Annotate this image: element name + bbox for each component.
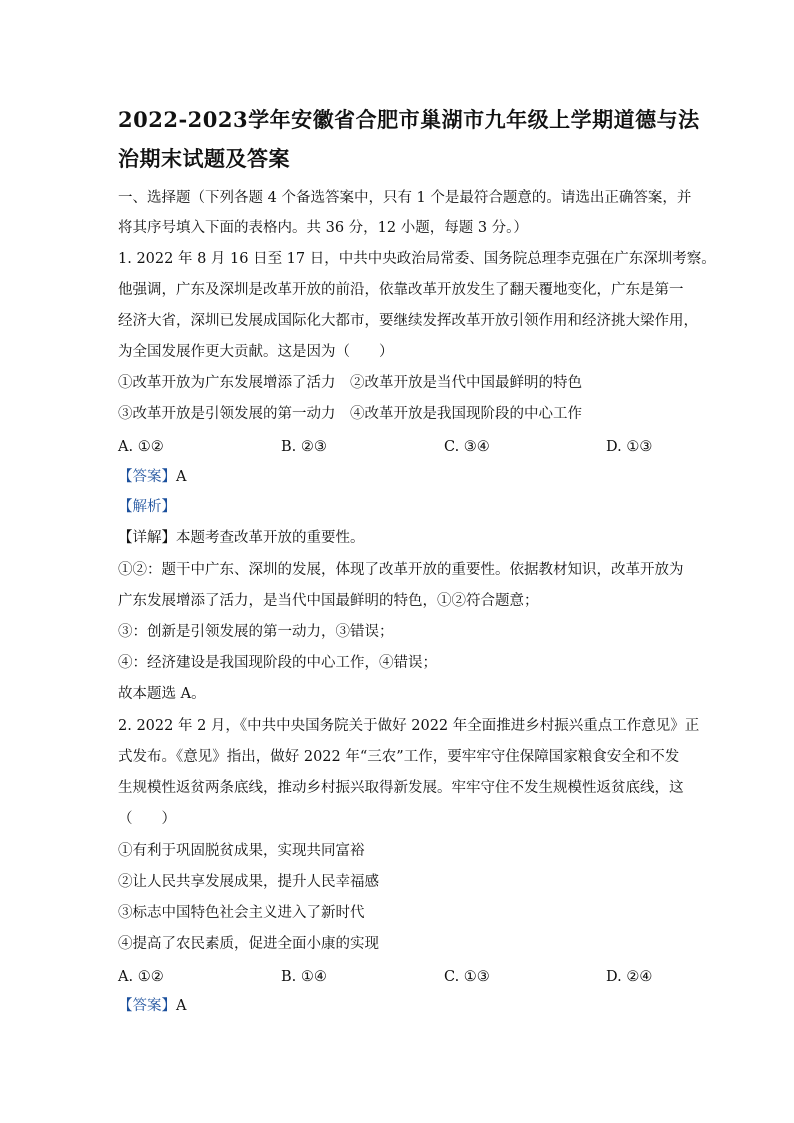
q1-explanation-line-2: 广东发展增添了活力，是当代中国最鲜明的特色，①②符合题意； bbox=[118, 593, 539, 609]
q1-option-b: B. ②③ bbox=[281, 439, 327, 455]
section-intro-line-2: 将其序号填入下面的表格内。共 36 分，12 小题，每题 3 分。） bbox=[118, 220, 528, 236]
q1-detail bbox=[118, 528, 678, 548]
q2-statement-line-2: ②让人民共享发展成果，提升人民幸福感 bbox=[118, 874, 379, 890]
q1-option-d: D. ①③ bbox=[606, 439, 653, 455]
q1-explanation-line-4: ④：经济建设是我国现阶段的中心工作，④错误； bbox=[118, 655, 437, 671]
q1-answer-value: A bbox=[176, 469, 187, 485]
q1-analysis-label: 【解析】 bbox=[118, 499, 176, 515]
q2-answer-label: 【答案】 bbox=[118, 998, 176, 1014]
q1-conclusion: 故本题选 A。 bbox=[118, 686, 206, 702]
section-intro-line-1: 一、选择题（下列各题 4 个备选答案中，只有 1 个是最符合题意的。请选出正确答案，并 bbox=[118, 190, 692, 206]
q2-option-a: A. ①② bbox=[118, 969, 164, 985]
q1-stem-line-2: 他强调，广东及深圳是改革开放的前沿，依靠改革开放发生了翻天覆地变化，广东是第一 bbox=[118, 282, 684, 298]
q2-answer-value: A bbox=[176, 998, 187, 1014]
q2-statement-line-1: ①有利于巩固脱贫成果，实现共同富裕 bbox=[118, 843, 365, 859]
q2-stem-line-1: 2. 2022 年 2 月，《中共中央国务院关于做好 2022 年全面推进乡村振兴重点工作意见》正 bbox=[118, 718, 700, 734]
q2-option-c: C. ①③ bbox=[444, 969, 490, 985]
q1-option-c: C. ③④ bbox=[444, 439, 490, 455]
q1-detail-text: 本题考查改革开放的重要性。 bbox=[176, 530, 365, 546]
q2-statement-line-4: ④提高了农民素质，促进全面小康的实现 bbox=[118, 936, 379, 952]
q2-option-d: D. ②④ bbox=[606, 969, 653, 985]
q1-detail-label: 【详解】 bbox=[118, 530, 176, 546]
q2-statement-line-3: ③标志中国特色社会主义进入了新时代 bbox=[118, 905, 365, 921]
q2-answer bbox=[118, 996, 678, 1016]
q1-option-a: A. ①② bbox=[118, 439, 164, 455]
q1-answer-label: 【答案】 bbox=[118, 469, 176, 485]
q2-stem-line-4: （ ） bbox=[118, 811, 176, 827]
q1-statement-line-2: ③改革开放是引领发展的第一动力 ④改革开放是我国现阶段的中心工作 bbox=[118, 406, 582, 422]
q1-explanation-line-3: ③：创新是引领发展的第一动力，③错误； bbox=[118, 624, 394, 640]
q2-stem-line-2: 式发布。《意见》指出，做好 2022 年“三农”工作，要牢牢守住保障国家粮食安全和不发 bbox=[118, 749, 680, 765]
document-title-line-1: 2022-2023学年安徽省合肥市巢湖市九年级上学期道德与法 bbox=[118, 107, 700, 132]
q1-stem-line-3: 经济大省，深圳已发展成国际化大都市，要继续发挥改革开放引领作用和经济挑大梁作用， bbox=[118, 313, 698, 329]
q1-analysis-heading bbox=[118, 497, 678, 517]
document-title-line-2: 治期末试题及答案 bbox=[118, 146, 290, 171]
q2-option-b: B. ①④ bbox=[281, 969, 327, 985]
q1-stem-line-1: 1. 2022 年 8 月 16 日至 17 日，中共中央政治局常委、国务院总理李克强在广东深圳考察。 bbox=[118, 251, 716, 267]
q1-statement-line-1: ①改革开放为广东发展增添了活力 ②改革开放是当代中国最鲜明的特色 bbox=[118, 375, 582, 391]
q2-stem-line-3: 生规模性返贫两条底线，推动乡村振兴取得新发展。牢牢守住不发生规模性返贫底线，这 bbox=[118, 780, 684, 796]
q1-explanation-line-1: ①②：题干中广东、深圳的发展，体现了改革开放的重要性。依据教材知识，改革开放为 bbox=[118, 562, 684, 578]
q1-answer bbox=[118, 467, 678, 487]
q1-stem-line-4: 为全国发展作更大贡献。这是因为（ ） bbox=[118, 344, 394, 360]
